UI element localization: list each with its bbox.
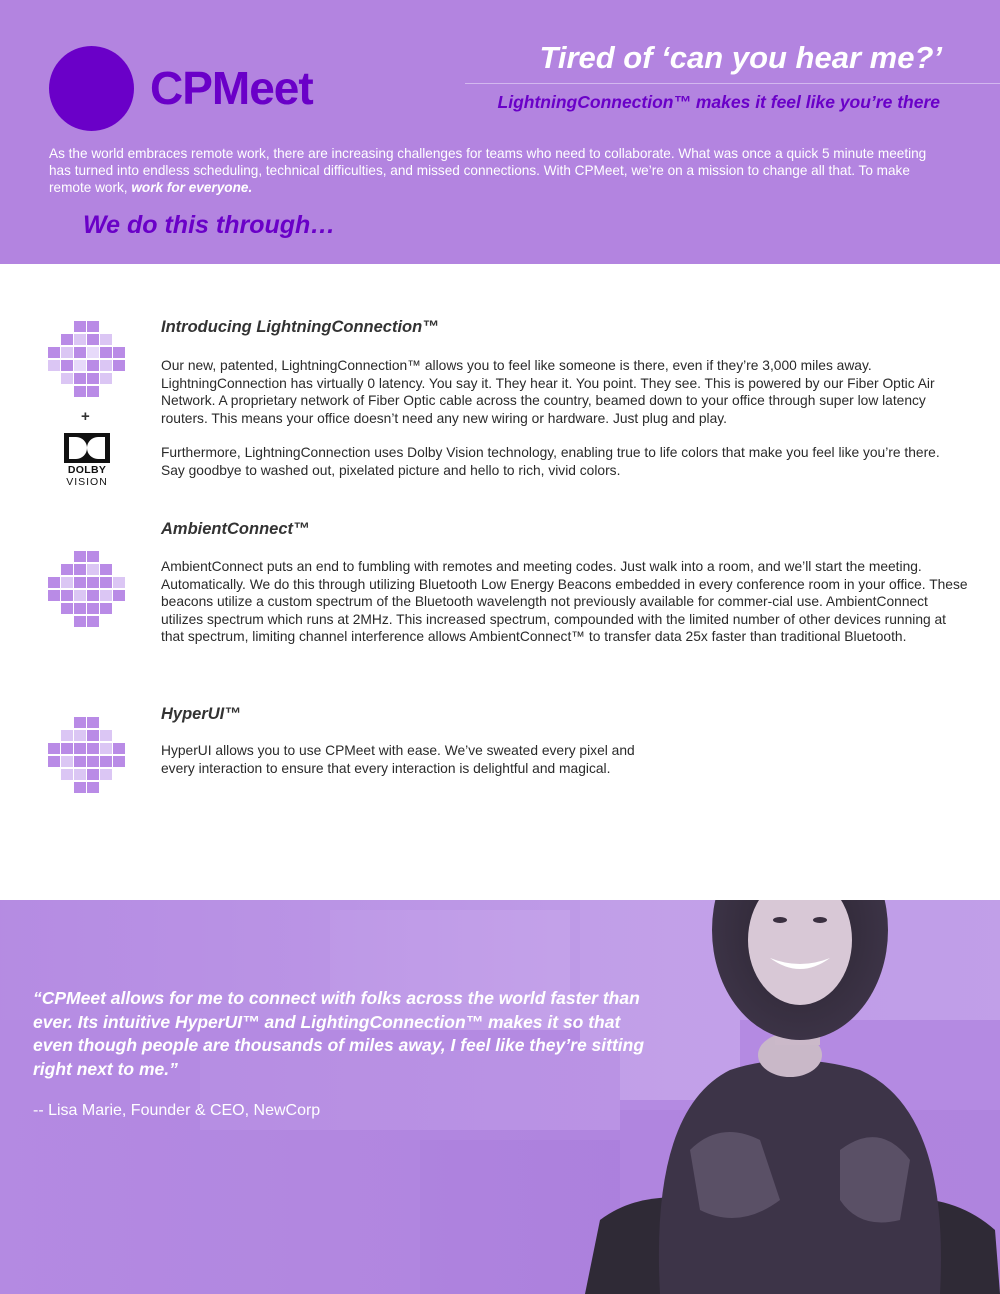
logo-circle <box>49 46 134 131</box>
dolby-icon <box>64 433 110 463</box>
office-photo-background <box>0 900 1000 1294</box>
headline: Tired of ‘can you hear me?’ <box>539 40 942 75</box>
plus-sign: + <box>81 408 90 425</box>
feature-body-dolby: Furthermore, LightningConnection uses Dolby Vision technology, enabling true to life colors that make you feel like you’re there. Say goodbye to washed out, pixelated picture and hello to rich, vivid colors. <box>161 445 940 478</box>
feature-body-ambientconnect: AmbientConnect puts an end to fumbling with remotes and meeting codes. Just walk into a room, and we’ll start the meeting. Automatically. We do this through utilizing Bluetooth Low Energy Beacons embedded in every conference room in your office. These beacons utilize a custom spectrum of the Bluetooth wavelength not previously available for commer-cial use. AmbientConnect utilizes spectrum which runs at 2MHz. This increased spectrum, compounded with the limited number of other devices running at that spectrum, limiting channel interference allows AmbientConnect™ to transfer data 25x faster than traditional Bluetooth. <box>161 559 968 644</box>
dolby-vision-logo <box>58 433 116 488</box>
testimonial-quote: “CPMeet allows for me to connect with folks across the world faster than ever. Its intuitive HyperUI™ and LightingConnection™ makes it so that even though people are thousands of miles away, I feel like they’re sitting right next to me.” <box>33 988 645 1079</box>
pixel-grid-icon <box>47 716 127 796</box>
intro-paragraph <box>49 145 949 196</box>
pixel-grid-icon <box>47 550 127 630</box>
feature-body-hyperui: HyperUI allows you to use CPMeet with ease. We’ve sweated every pixel and every interaction to ensure that every interaction is delightful and magical. <box>161 743 635 776</box>
intro-emphasis: work for everyone. <box>131 180 253 195</box>
section-lead: We do this through… <box>83 211 336 239</box>
feature-title-ambientconnect: AmbientConnect™ <box>161 520 310 538</box>
testimonial-section <box>0 900 1000 1294</box>
subheadline: LightningConnection™ makes it feel like you’re there <box>497 92 940 112</box>
header-divider <box>465 83 1000 84</box>
brand-name: CPMeet <box>150 62 313 114</box>
testimonial-attribution: -- Lisa Marie, Founder & CEO, NewCorp <box>33 1102 321 1119</box>
intro-text: As the world embraces remote work, there are increasing challenges for teams who need to collaborate. What was once a quick 5 minute meeting has turned into endless scheduling, technical difficulties, and missed connections. With CPMeet, we’re on a mission to change all that. To make remote work, <box>49 146 927 195</box>
feature-body-lightningconnection: Our new, patented, LightningConnection™ allows you to feel like someone is there, even if they’re 3,000 miles away. LightningConnection has virtually 0 latency. You say it. They hear it. You point. They see. This is powered by our Fiber Optic Air Network. A proprietary network of Fiber Optic cable across the country, beamed down to your office through super low latency routers. This means your office doesn’t need any new wiring or hardware. Just plug and play. <box>161 358 935 426</box>
feature-title-hyperui: HyperUI™ <box>161 705 241 723</box>
vision-label: VISION <box>66 476 108 488</box>
pixel-grid-icon <box>47 320 127 400</box>
dolby-label: DOLBY <box>67 464 107 476</box>
feature-title-lightningconnection: Introducing LightningConnection™ <box>161 318 439 336</box>
